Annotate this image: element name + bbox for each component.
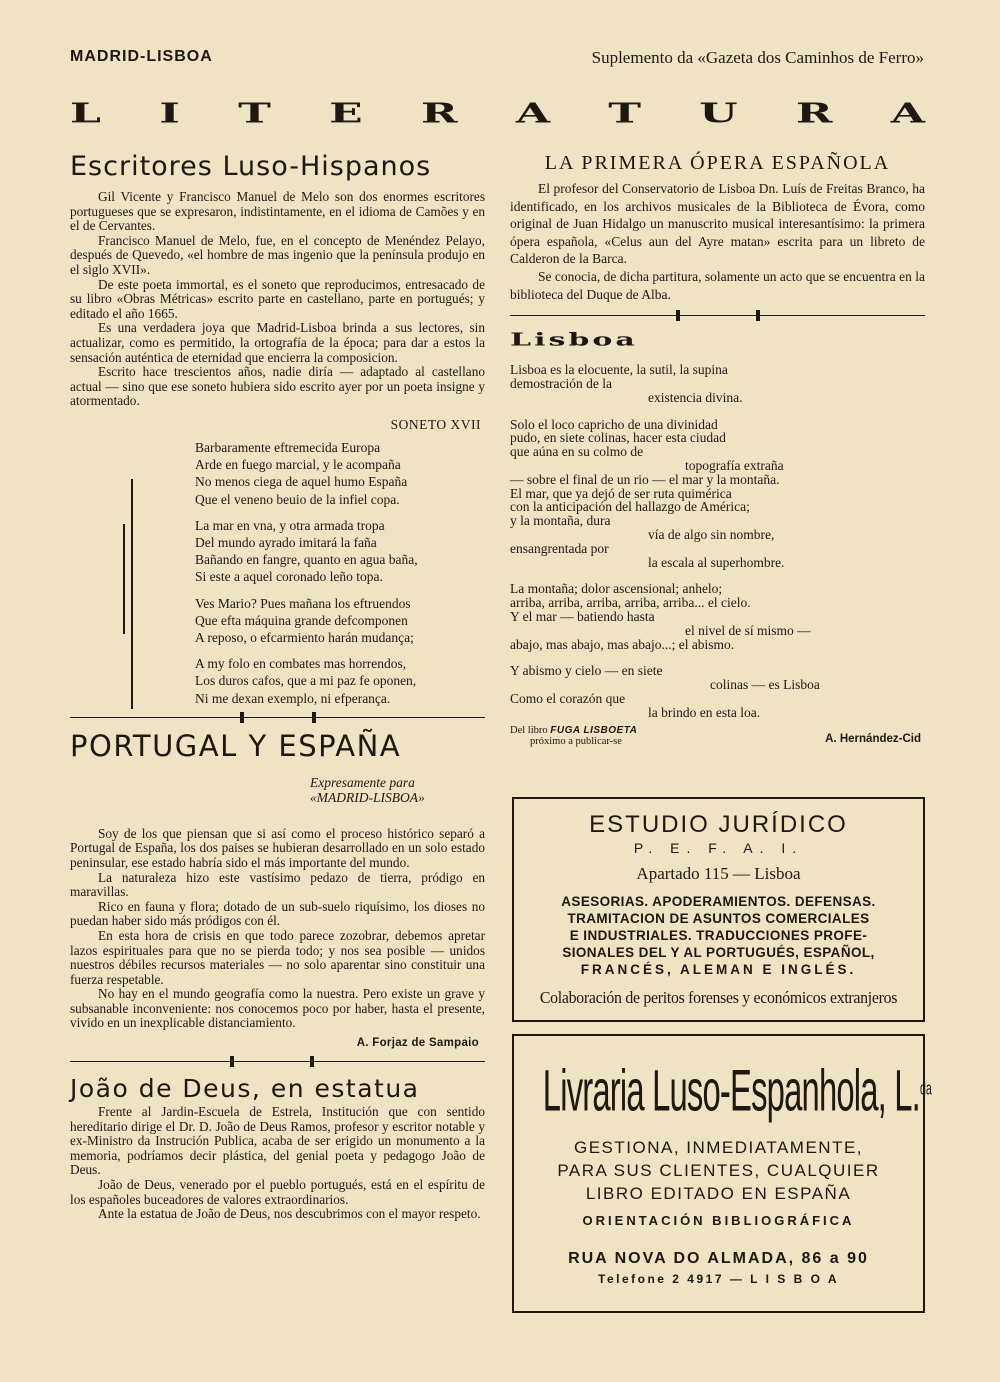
poem-line: — sobre el final de un rio — el mar y la montaña.	[510, 471, 780, 487]
poem-line: El mar, que ya dejó de ser ruta quimérica	[510, 485, 732, 501]
title-letter: R	[420, 97, 458, 130]
paragraph: El profesor del Conservatorio de Lisboa Dn. Luís de Freitas Branco, ha identificado, en los archivos musicales de la Biblioteca de Évora, como original de Juan Hidalgo un manuscrito musical interesantísimo: la primera ópera española, «Celus aun del Ayre matan» escrita para un libreto de Calderon de la Barca.	[510, 181, 925, 267]
decorative-bars	[123, 479, 137, 674]
poem-line: A my folo en combates mas horrendos,	[195, 656, 407, 672]
ad-description-line: LIBRO EDITADO EN ESPAÑA	[585, 1184, 852, 1203]
poem-line: vía de algo sin nombre,	[648, 526, 775, 542]
poem-line: No menos ciega de aquel humo España	[195, 474, 408, 490]
dedication-line: Expresamente para	[310, 774, 415, 790]
book-note-status: próximo a publicar-se	[530, 736, 622, 748]
poem-line: Y el mar — batiendo hasta	[510, 608, 655, 624]
poem-line: la brindo en esta loa.	[648, 704, 761, 720]
poem-line: Bañando en fangre, quanto en agua baña,	[195, 552, 418, 568]
poem-footnote	[510, 725, 925, 747]
ad-livraria-name-sup: da	[919, 1077, 932, 1099]
poem-line: Los duros cafos, que a mi paz fe oponen,	[195, 673, 417, 689]
author-signature: A. Hernández-Cid	[825, 733, 921, 746]
title-letter: R	[795, 97, 833, 130]
poem-line: Del mundo ayrado imitará la faña	[195, 534, 377, 550]
article-body-escritores	[70, 190, 485, 409]
ad-footer: Colaboración de peritos forenses y económicos extranjeros	[539, 988, 898, 1007]
title-letter: L	[70, 97, 101, 130]
title-letter: U	[699, 97, 738, 130]
ad-service-line: TRAMITACION DE ASUNTOS COMERCIALES	[567, 911, 870, 926]
poem-line: Ni me dexan exemplo, ni efperança.	[195, 690, 391, 706]
poem-lisboa	[510, 363, 925, 719]
poem-stanza	[195, 439, 485, 508]
title-letter: A	[890, 97, 925, 130]
title-letter: I	[159, 97, 180, 130]
poem-stanza	[510, 582, 925, 651]
paragraph: No hay en el mundo geografía como la nuestra. Pero existe un grave y subsanable inconveniente: nos conocemos poco por haber, hasta el presente, vivido en un inexplicable distanciamiento.	[70, 986, 485, 1031]
ad-orientacion: ORIENTACIÓN BIBLIOGRÁFICA	[582, 1213, 855, 1228]
poem-line: topografía extraña	[685, 457, 784, 473]
poem-line: Lisboa es la elocuente, la sutil, la supina	[510, 362, 728, 378]
title-letter: T	[608, 97, 641, 130]
article-body-joao	[70, 1105, 485, 1222]
poem-line: que aúna en su colmo de	[510, 444, 644, 460]
poem-stanza	[510, 664, 925, 719]
book-title: FUGA LISBOETA	[550, 725, 638, 737]
ad-livraria	[512, 1034, 932, 1313]
ad-services	[514, 893, 923, 978]
section-divider	[70, 1055, 485, 1069]
poem-line: abajo, mas abajo, mas abajo...; el abismo.	[510, 636, 735, 652]
ad-title: ESTUDIO JURÍDICO	[589, 811, 848, 838]
left-column	[70, 150, 485, 1222]
ad-description	[514, 1136, 923, 1205]
ad-description-line: PARA SUS CLIENTES, CUALQUIER	[557, 1161, 880, 1180]
title-letter: A	[515, 97, 550, 130]
ad-phone: Telefone 2 4917 — L I S B O A	[598, 1272, 839, 1286]
poem-line: Que el veneno beuio de la infiel copa.	[195, 491, 400, 507]
paragraph: Rico en fauna y flora; dotado de un sub-suelo riquísimo, los dioses no puedan haber sido más pródigos con él.	[70, 898, 485, 929]
poem-line: Si este a aquel coronado leño topa.	[195, 569, 383, 585]
poem-line: Arde en fuego marcial, y le acompaña	[195, 457, 401, 473]
article-title-escritores: Escritores Luso-Hispanos	[70, 151, 432, 182]
poem-line: el nivel de sí mismo —	[685, 622, 811, 638]
section-title-literatura	[70, 97, 925, 130]
title-letter: T	[238, 97, 271, 130]
dedication	[70, 775, 481, 805]
article-body-opera	[510, 180, 925, 303]
paragraph: La naturaleza hizo este vastísimo pedazo de tierra, pródigo en maravillas.	[70, 869, 485, 900]
paragraph: Frente al Jardin-Escuela de Estrela, Institución que con sentido hereditario dirige el Dr. D. João de Deus Ramos, profesor y escritor notable y ex-Ministro da Instrución Publica, acaba de ser erigido un monumento a la memoria, podríamos decir plástica, del genial poeta y pedagogo João de Deus.	[70, 1104, 485, 1178]
ad-subtitle: P. E. F. A. I.	[633, 840, 804, 856]
poem-stanza	[195, 517, 485, 586]
dedication-line: «MADRID-LISBOA»	[310, 789, 425, 805]
poem-stanza	[510, 363, 925, 404]
ad-service-line: FRANCÉS, ALEMAN E INGLÉS.	[580, 962, 857, 977]
article-title-opera: LA PRIMERA ÓPERA ESPAÑOLA	[544, 152, 891, 174]
poem-stanza	[510, 418, 925, 570]
soneto-label: SONETO XVII	[390, 416, 481, 432]
paragraph: João de Deus, venerado por el pueblo portugués, está en el espíritu de los españoles buceadores de valores extraordinarios.	[70, 1177, 485, 1207]
paragraph: Escrito hace trescientos años, nadie diría — adaptado al castellano actual — sino que ese soneto hubiera sido escrito ayer por un poeta insigne y atormentado.	[70, 364, 485, 409]
paragraph: Ante la estatua de João de Deus, nos descubrimos con el mayor respeto.	[98, 1206, 481, 1222]
article-title-joao: João de Deus, en estatua	[70, 1074, 420, 1104]
right-column	[510, 150, 925, 747]
poem-line: ensangrentada por	[510, 540, 609, 556]
ad-service-line: ASESORIAS. APODERAMIENTOS. DEFENSAS.	[561, 894, 876, 909]
paragraph: De este poeta immortal, es el soneto que reproducimos, entresacado de su libro «Obras Métricas» escrito parte en castellano, parte en portugués; y editado el año 1665.	[70, 276, 485, 321]
poem-line: pudo, en siete colinas, hacer esta ciudad	[510, 430, 726, 446]
author-signature: A. Forjaz de Sampaio	[356, 1037, 479, 1050]
paragraph: Soy de los que piensan que si así como el proceso histórico separó a Portugal de España, los dos paises se hubieran desarrollado en un solo estado peninsular, ese estado habría sido el más importante del mundo.	[70, 825, 485, 870]
poem-line: existencia divina.	[648, 389, 743, 405]
paragraph: En esta hora de crisis en que todo parece zozobrar, debemos apretar lazos espirituales para que no se pierda todo; y nos sea posible — unidos nuestros débiles recursos materiales — no solo aparentar sino constituir una fuerza respetable.	[70, 927, 485, 987]
header-supplement: Suplemento da «Gazeta dos Caminhos de Ferro»	[591, 48, 924, 67]
poem-line: La mar en vna, y otra armada tropa	[195, 517, 385, 533]
soneto-poem	[195, 439, 485, 707]
ad-address: RUA NOVA DO ALMADA, 86 a 90	[568, 1250, 869, 1267]
paragraph: Francisco Manuel de Melo, fue, en el concepto de Menéndez Pelayo, después de Quevedo, «el hombre de mas ingenio que la península produjo en el siglo XVII».	[70, 232, 485, 277]
paragraph: Es una verdadera joya que Madrid-Lisboa brinda a sus lectores, sin actualizar, como es permitido, la ortografía de la época; para dar a estos la sensación auténtica de eternidad que encierra la composicion.	[70, 320, 485, 365]
poem-line: arriba, arriba, arriba, arriba, arriba... el cielo.	[510, 595, 751, 611]
poem-line: Ves Mario? Pues mañana los eftruendos	[195, 595, 411, 611]
ad-service-line: E INDUSTRIALES. TRADUCCIONES PROFE-	[569, 928, 868, 943]
ad-estudio-juridico	[512, 797, 925, 1022]
section-divider	[510, 309, 925, 323]
poem-stanza	[195, 595, 485, 647]
ad-service-line: SIONALES DEL Y AL PORTUGUÉS, ESPAÑOL,	[562, 945, 875, 960]
poem-line: Solo el loco capricho de una divinidad	[510, 416, 718, 432]
ad-description-line: GESTIONA, INMEDIATAMENTE,	[573, 1138, 864, 1157]
book-note	[510, 725, 637, 747]
article-body-portugal	[70, 827, 485, 1031]
paragraph: Se conocia, de dicha partitura, solamente un acto que se encuentra en la biblioteca del Duque de Alba.	[510, 268, 925, 302]
poem-line: y la montaña, dura	[510, 513, 611, 529]
book-note-prefix: Del libro	[510, 725, 548, 737]
header-title: MADRID-LISBOA	[70, 48, 213, 65]
ad-address: Apartado 115 — Lisboa	[636, 864, 801, 883]
paragraph: Gil Vicente y Francisco Manuel de Melo son dos enormes escritores portugueses que se expresaron, indistintamente, en el idioma de Camões y en el de Cervantes.	[70, 189, 485, 234]
poem-line: Como el corazón que	[510, 690, 626, 706]
poem-line: La montaña; dolor ascensional; anhelo;	[510, 581, 723, 597]
ad-livraria-name	[542, 1054, 932, 1129]
poem-line: colinas — es Lisboa	[710, 677, 820, 693]
poem-line: Barbaramente eftremecida Europa	[195, 439, 381, 455]
ad-livraria-name-text: Livraria Luso-Espanhola, L.	[542, 1059, 920, 1124]
article-title-portugal: PORTUGAL Y ESPAÑA	[70, 728, 402, 763]
poem-line: demostración de la	[510, 375, 612, 391]
poem-title-lisboa: Lisboa	[510, 329, 638, 351]
title-letter: E	[329, 97, 363, 130]
poem-line: Y abismo y cielo — en siete	[510, 663, 663, 679]
poem-line: A reposo, o efcarmiento harán mudança;	[195, 629, 414, 645]
section-divider	[70, 711, 485, 725]
poem-line: la escala al superhombre.	[648, 554, 785, 570]
poem-line: Que efta máquina grande defcomponen	[195, 612, 408, 628]
poem-line: con la anticipación del hallazgo de América;	[510, 499, 750, 515]
poem-stanza	[195, 655, 485, 707]
